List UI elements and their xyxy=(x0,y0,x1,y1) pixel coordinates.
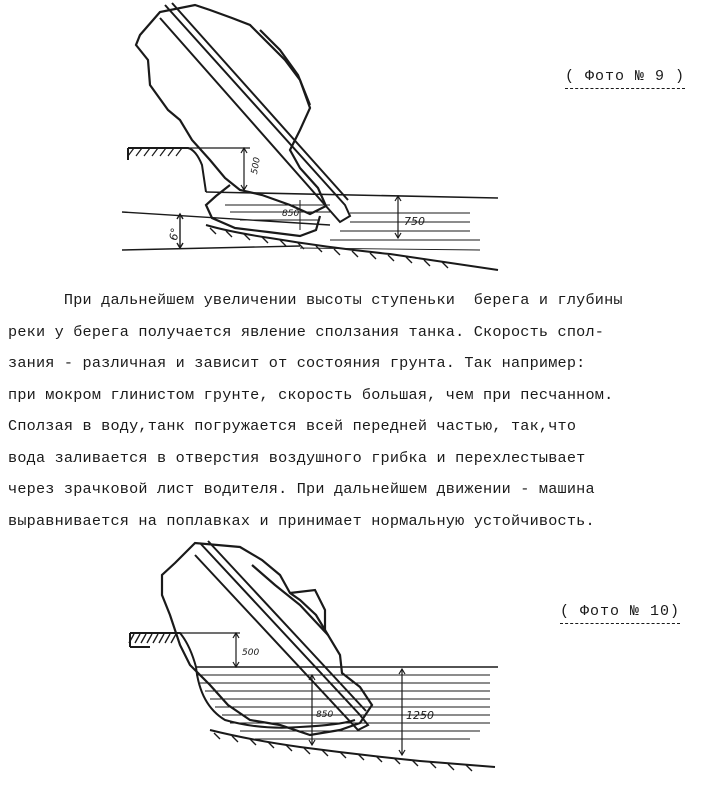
figure-10-diagram xyxy=(0,535,560,800)
figure-10-caption-text: ( Фото № 10) xyxy=(560,603,681,620)
depth-label: 1250 xyxy=(406,709,434,722)
figure-9-caption-underline xyxy=(565,88,685,89)
depth-dimension xyxy=(395,196,401,238)
river-bottom xyxy=(210,730,495,771)
figure-9-caption-text: ( Фото № 9 ) xyxy=(565,68,686,85)
tank-hull-outline xyxy=(136,5,326,236)
paragraph-line: зания - различная и зависит от состояния грунта. Так например: xyxy=(8,354,586,372)
figure-10-caption xyxy=(560,603,680,624)
figure-10-caption-underline xyxy=(560,623,680,624)
water-surface xyxy=(206,192,498,250)
step-height-label: 500 xyxy=(250,156,263,176)
tank-gun-barrel xyxy=(160,3,350,222)
depth-label: 750 xyxy=(404,215,425,228)
tank-hull-outline xyxy=(162,543,372,735)
body-paragraph xyxy=(8,285,703,537)
paragraph-line: выравнивается на поплавках и принимает нормальную устойчивость. xyxy=(8,511,595,530)
paragraph-line: вода заливается в отверстия воздушного грибка и перехлестывает xyxy=(8,448,586,467)
mid-label: 850 xyxy=(316,710,334,720)
step-height-label: 500 xyxy=(242,648,260,658)
depth-dimension xyxy=(399,669,405,755)
river-bank xyxy=(128,148,206,192)
paragraph-line: Сползая в воду,танк погружается всей передней частью, так,что xyxy=(8,417,577,435)
figure-9-caption xyxy=(565,68,685,89)
paragraph-line: при мокром глинистом грунте, скорость большая, чем при песчанном. xyxy=(8,385,614,404)
river-bank xyxy=(129,633,196,667)
paragraph-line: через зрачковой лист водителя. При дальнейшем движении - машина xyxy=(8,480,595,498)
slope-angle-label: 6° xyxy=(167,226,182,242)
paragraph-line: реки у берега получается явление сползания танка. Скорость спол- xyxy=(8,322,605,341)
paragraph-line: При дальнейшем увеличении высоты ступеньки берега и глубины xyxy=(8,291,623,309)
mid-label: 850 xyxy=(282,209,300,219)
tank-gun-barrel xyxy=(195,541,368,730)
figure-9-diagram xyxy=(0,0,560,275)
